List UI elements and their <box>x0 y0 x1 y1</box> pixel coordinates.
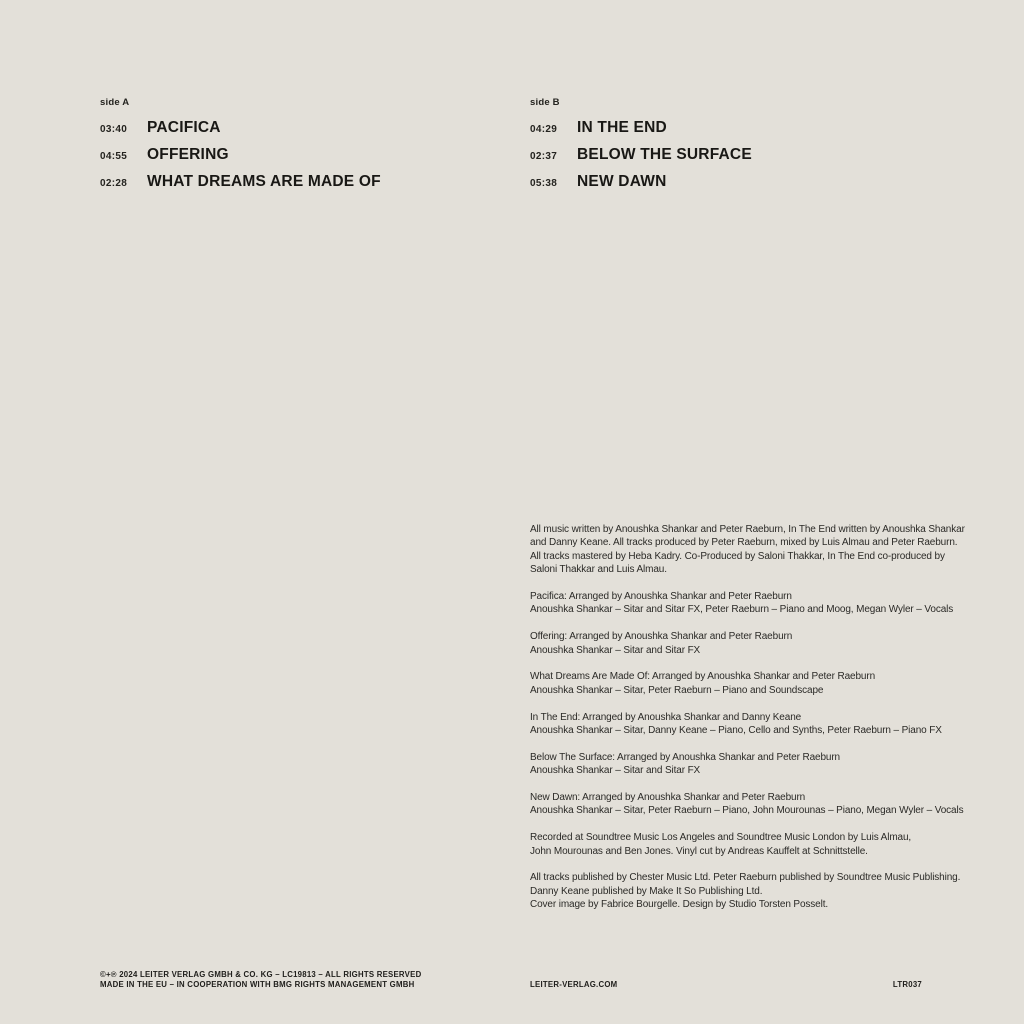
credits-block <box>530 523 965 912</box>
track-duration: 04:29 <box>530 124 558 135</box>
track-title: BELOW THE SURFACE <box>577 146 752 163</box>
track-duration: 04:55 <box>100 151 128 162</box>
credit-line: Saloni Thakkar and Luis Almau. <box>530 564 667 576</box>
credits-below-the-surface <box>530 751 950 778</box>
track-row <box>530 146 757 173</box>
track-duration: 05:38 <box>530 178 558 189</box>
credit-line: All tracks mastered by Heba Kadry. Co-Produced by Saloni Thakkar, In The End co-produced by <box>530 550 945 562</box>
track-title: OFFERING <box>147 146 229 163</box>
track-duration: 03:40 <box>100 124 128 135</box>
track-row <box>530 119 757 146</box>
track-row <box>530 173 757 200</box>
label-copyright <box>100 970 421 990</box>
credits-what-dreams <box>530 670 950 697</box>
track-title: IN THE END <box>577 119 667 136</box>
track-duration: 02:28 <box>100 178 128 189</box>
track-duration: 02:37 <box>530 151 558 162</box>
credit-line: Pacifica: Arranged by Anoushka Shankar and Peter Raeburn <box>530 591 792 603</box>
side-a-label: side A <box>100 97 130 108</box>
credits-general <box>530 523 965 577</box>
credit-line: Danny Keane published by Make It So Publishing Ltd. <box>530 885 763 897</box>
credit-line: Offering: Arranged by Anoushka Shankar and Peter Raeburn <box>530 631 793 643</box>
track-row <box>100 119 388 146</box>
credit-line: Anoushka Shankar – Sitar and Sitar FX <box>530 644 701 656</box>
credit-line: Recorded at Soundtree Music Los Angeles and Soundtree Music London by Luis Almau, <box>530 832 912 844</box>
credit-line: Anoushka Shankar – Sitar and Sitar FX <box>530 765 701 777</box>
credits-publishing <box>530 871 961 911</box>
side-b-label: side B <box>530 97 560 108</box>
track-title: WHAT DREAMS ARE MADE OF <box>147 173 381 190</box>
credit-line: Anoushka Shankar – Sitar, Peter Raeburn – Piano, John Mourounas – Piano, Megan Wyler – Vocals <box>530 805 964 817</box>
credit-line: All tracks published by Chester Music Ltd. Peter Raeburn published by Soundtree Music Publishing. <box>530 872 961 884</box>
side-b-tracklist <box>530 97 757 200</box>
credit-line: and Danny Keane. All tracks produced by Peter Raeburn, mixed by Luis Almau and Peter Raeburn. <box>530 537 958 549</box>
credit-line: Below The Surface: Arranged by Anoushka Shankar and Peter Raeburn <box>530 751 840 763</box>
credit-line: New Dawn: Arranged by Anoushka Shankar and Peter Raeburn <box>530 792 806 804</box>
credit-line: Anoushka Shankar – Sitar, Peter Raeburn – Piano and Soundscape <box>530 684 824 696</box>
credits-offering <box>530 630 950 657</box>
label-website: LEITER-VERLAG.COM <box>530 980 618 989</box>
track-title: NEW DAWN <box>577 173 667 190</box>
credit-line: All music written by Anoushka Shankar and Peter Raeburn, In The End written by Anoushka Shankar <box>530 524 965 535</box>
credits-recording <box>530 831 950 858</box>
credit-line: Anoushka Shankar – Sitar, Danny Keane – Piano, Cello and Synths, Peter Raeburn – Piano FX <box>530 725 942 737</box>
made-in-line: MADE IN THE EU – IN COOPERATION WITH BMG RIGHTS MANAGEMENT GMBH <box>100 979 415 989</box>
credits-in-the-end <box>530 711 950 738</box>
credit-line: John Mourounas and Ben Jones. Vinyl cut by Andreas Kauffelt at Schnittstelle. <box>530 845 868 857</box>
track-row <box>100 146 388 173</box>
credit-line: Anoushka Shankar – Sitar and Sitar FX, Peter Raeburn – Piano and Moog, Megan Wyler – Vocals <box>530 604 954 616</box>
credits-new-dawn <box>530 791 964 818</box>
copyright-line: ©+℗ 2024 LEITER VERLAG GMBH & CO. KG – LC19813 – ALL RIGHTS RESERVED <box>100 970 422 979</box>
credit-line: Cover image by Fabrice Bourgelle. Design by Studio Torsten Posselt. <box>530 899 829 911</box>
credit-line: In The End: Arranged by Anoushka Shankar and Danny Keane <box>530 711 802 723</box>
credits-pacifica <box>530 590 954 617</box>
track-row <box>100 173 388 200</box>
side-a-tracklist <box>100 97 388 200</box>
credit-line: What Dreams Are Made Of: Arranged by Anoushka Shankar and Peter Raeburn <box>530 671 876 683</box>
track-title: PACIFICA <box>147 119 221 136</box>
catalog-number: LTR037 <box>892 980 922 989</box>
